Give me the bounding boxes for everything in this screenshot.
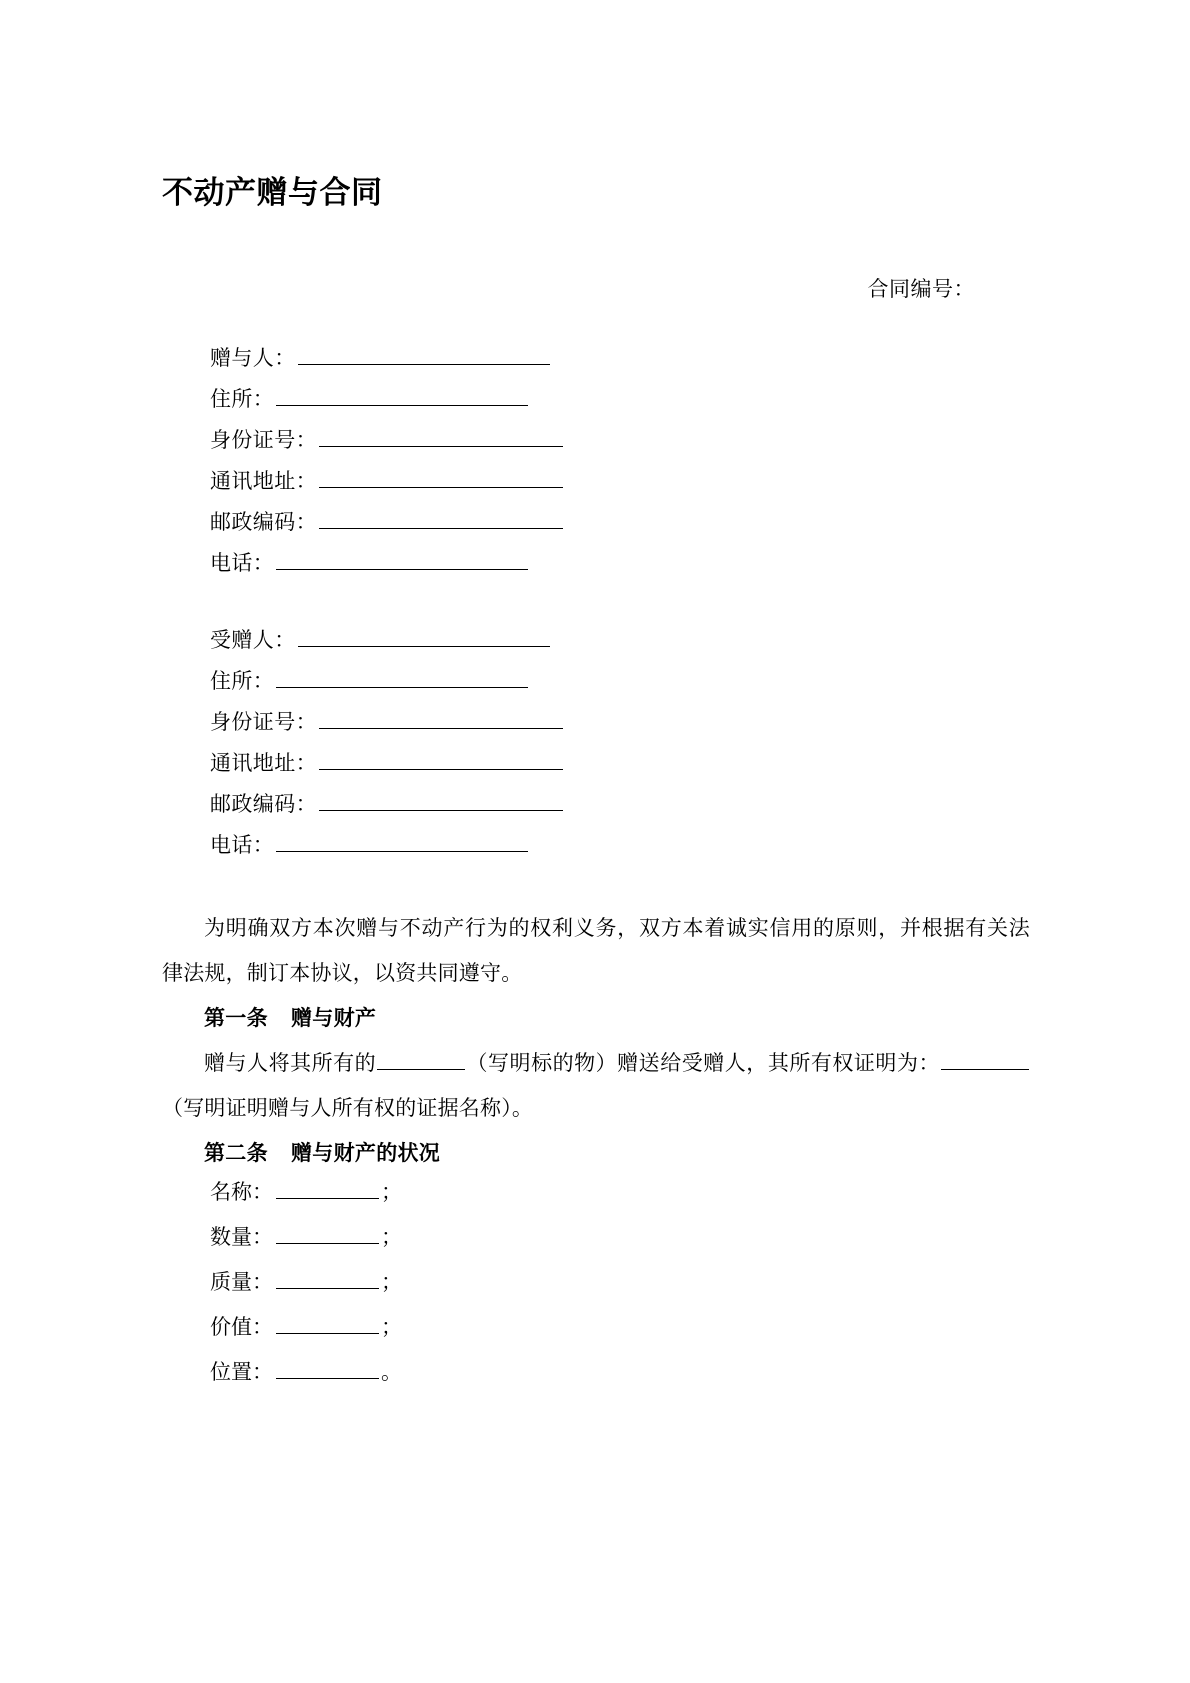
item-terminator-property-quality: ； <box>381 1269 402 1294</box>
field-label-donor-postal-code: 邮政编码： <box>210 509 317 534</box>
field-blank-recipient-mailing-address[interactable] <box>319 749 563 770</box>
field-label-recipient-name: 受赠人： <box>210 627 296 652</box>
field-label-donor-residence: 住所： <box>210 386 275 411</box>
item-terminator-property-quantity: ； <box>381 1224 402 1249</box>
item-blank-property-name[interactable] <box>276 1178 379 1199</box>
article-two-heading <box>162 1131 1030 1176</box>
article-two-title: 赠与财产的状况 <box>291 1141 441 1165</box>
field-blank-recipient-name[interactable] <box>298 626 550 647</box>
field-row-recipient-postal-code <box>210 790 1030 831</box>
contract-number-label: 合同编号： <box>867 277 975 301</box>
field-row-donor-name <box>210 344 1030 385</box>
field-blank-donor-residence[interactable] <box>276 385 528 406</box>
article-one-body <box>162 1041 1030 1131</box>
article-one-text-1: 赠与人将其所有的 <box>204 1051 377 1075</box>
item-row-property-value <box>210 1313 1030 1358</box>
article-two-number: 第二条 <box>204 1141 268 1165</box>
field-blank-recipient-residence[interactable] <box>276 667 528 688</box>
field-row-donor-postal-code <box>210 508 1030 549</box>
item-row-property-quantity <box>210 1223 1030 1268</box>
field-row-donor-mailing-address <box>210 467 1030 508</box>
article-one-number: 第一条 <box>204 1006 268 1030</box>
field-blank-recipient-id-number[interactable] <box>319 708 563 729</box>
field-blank-donor-mailing-address[interactable] <box>319 467 563 488</box>
field-row-recipient-phone <box>210 831 1030 872</box>
field-blank-recipient-phone[interactable] <box>276 831 528 852</box>
item-terminator-property-value: ； <box>381 1314 402 1339</box>
field-row-recipient-id-number <box>210 708 1030 749</box>
article-one-text-3: （写明证明赠与人所有权的证据名称）。 <box>162 1096 534 1120</box>
field-row-donor-id-number <box>210 426 1030 467</box>
item-row-property-name <box>210 1178 1030 1223</box>
field-label-recipient-mailing-address: 通讯地址： <box>210 750 317 775</box>
article-two-item-list <box>162 1178 1030 1403</box>
field-label-donor-phone: 电话： <box>210 550 275 575</box>
item-row-property-location <box>210 1358 1030 1403</box>
item-label-property-quality: 质量： <box>210 1269 273 1294</box>
field-label-donor-id-number: 身份证号： <box>210 427 317 452</box>
field-blank-recipient-postal-code[interactable] <box>319 790 563 811</box>
item-row-property-quality <box>210 1268 1030 1313</box>
item-blank-property-location[interactable] <box>276 1358 379 1379</box>
field-label-recipient-phone: 电话： <box>210 832 275 857</box>
field-row-recipient-mailing-address <box>210 749 1030 790</box>
article-one-title: 赠与财产 <box>291 1006 377 1030</box>
field-blank-donor-phone[interactable] <box>276 549 528 570</box>
item-terminator-property-location: 。 <box>381 1359 402 1384</box>
field-blank-donor-name[interactable] <box>298 344 550 365</box>
field-label-donor-name: 赠与人： <box>210 345 296 370</box>
field-row-donor-phone <box>210 549 1030 590</box>
field-blank-donor-id-number[interactable] <box>319 426 563 447</box>
field-label-recipient-residence: 住所： <box>210 668 275 693</box>
item-blank-property-value[interactable] <box>276 1313 379 1334</box>
field-row-recipient-name <box>210 626 1030 667</box>
item-label-property-value: 价值： <box>210 1314 273 1339</box>
item-label-property-name: 名称： <box>210 1179 273 1204</box>
item-terminator-property-name: ； <box>381 1179 402 1204</box>
field-label-donor-mailing-address: 通讯地址： <box>210 468 317 493</box>
field-row-recipient-residence <box>210 667 1030 708</box>
document-content <box>162 0 1030 1403</box>
donor-information-block <box>162 344 1030 590</box>
item-label-property-location: 位置： <box>210 1359 273 1384</box>
article-one-text-2: （写明标的物）赠送给受赠人，其所有权证明为： <box>466 1051 940 1075</box>
field-label-recipient-postal-code: 邮政编码： <box>210 791 317 816</box>
contract-number-row <box>162 279 1030 300</box>
page-title: 不动产赠与合同 <box>162 175 383 211</box>
article-one-blank-subject-matter[interactable] <box>377 1049 465 1070</box>
preamble-paragraph: 为明确双方本次赠与不动产行为的权利义务，双方本着诚实信用的原则，并根据有关法律法规，制订本协议，以资共同遵守。 <box>162 916 1030 985</box>
item-blank-property-quality[interactable] <box>276 1268 379 1289</box>
item-label-property-quantity: 数量： <box>210 1224 273 1249</box>
field-blank-donor-postal-code[interactable] <box>319 508 563 529</box>
field-row-donor-residence <box>210 385 1030 426</box>
field-label-recipient-id-number: 身份证号： <box>210 709 317 734</box>
article-one-blank-ownership-proof[interactable] <box>941 1049 1029 1070</box>
recipient-information-block <box>162 626 1030 872</box>
item-blank-property-quantity[interactable] <box>276 1223 379 1244</box>
article-one-heading <box>162 996 1030 1041</box>
